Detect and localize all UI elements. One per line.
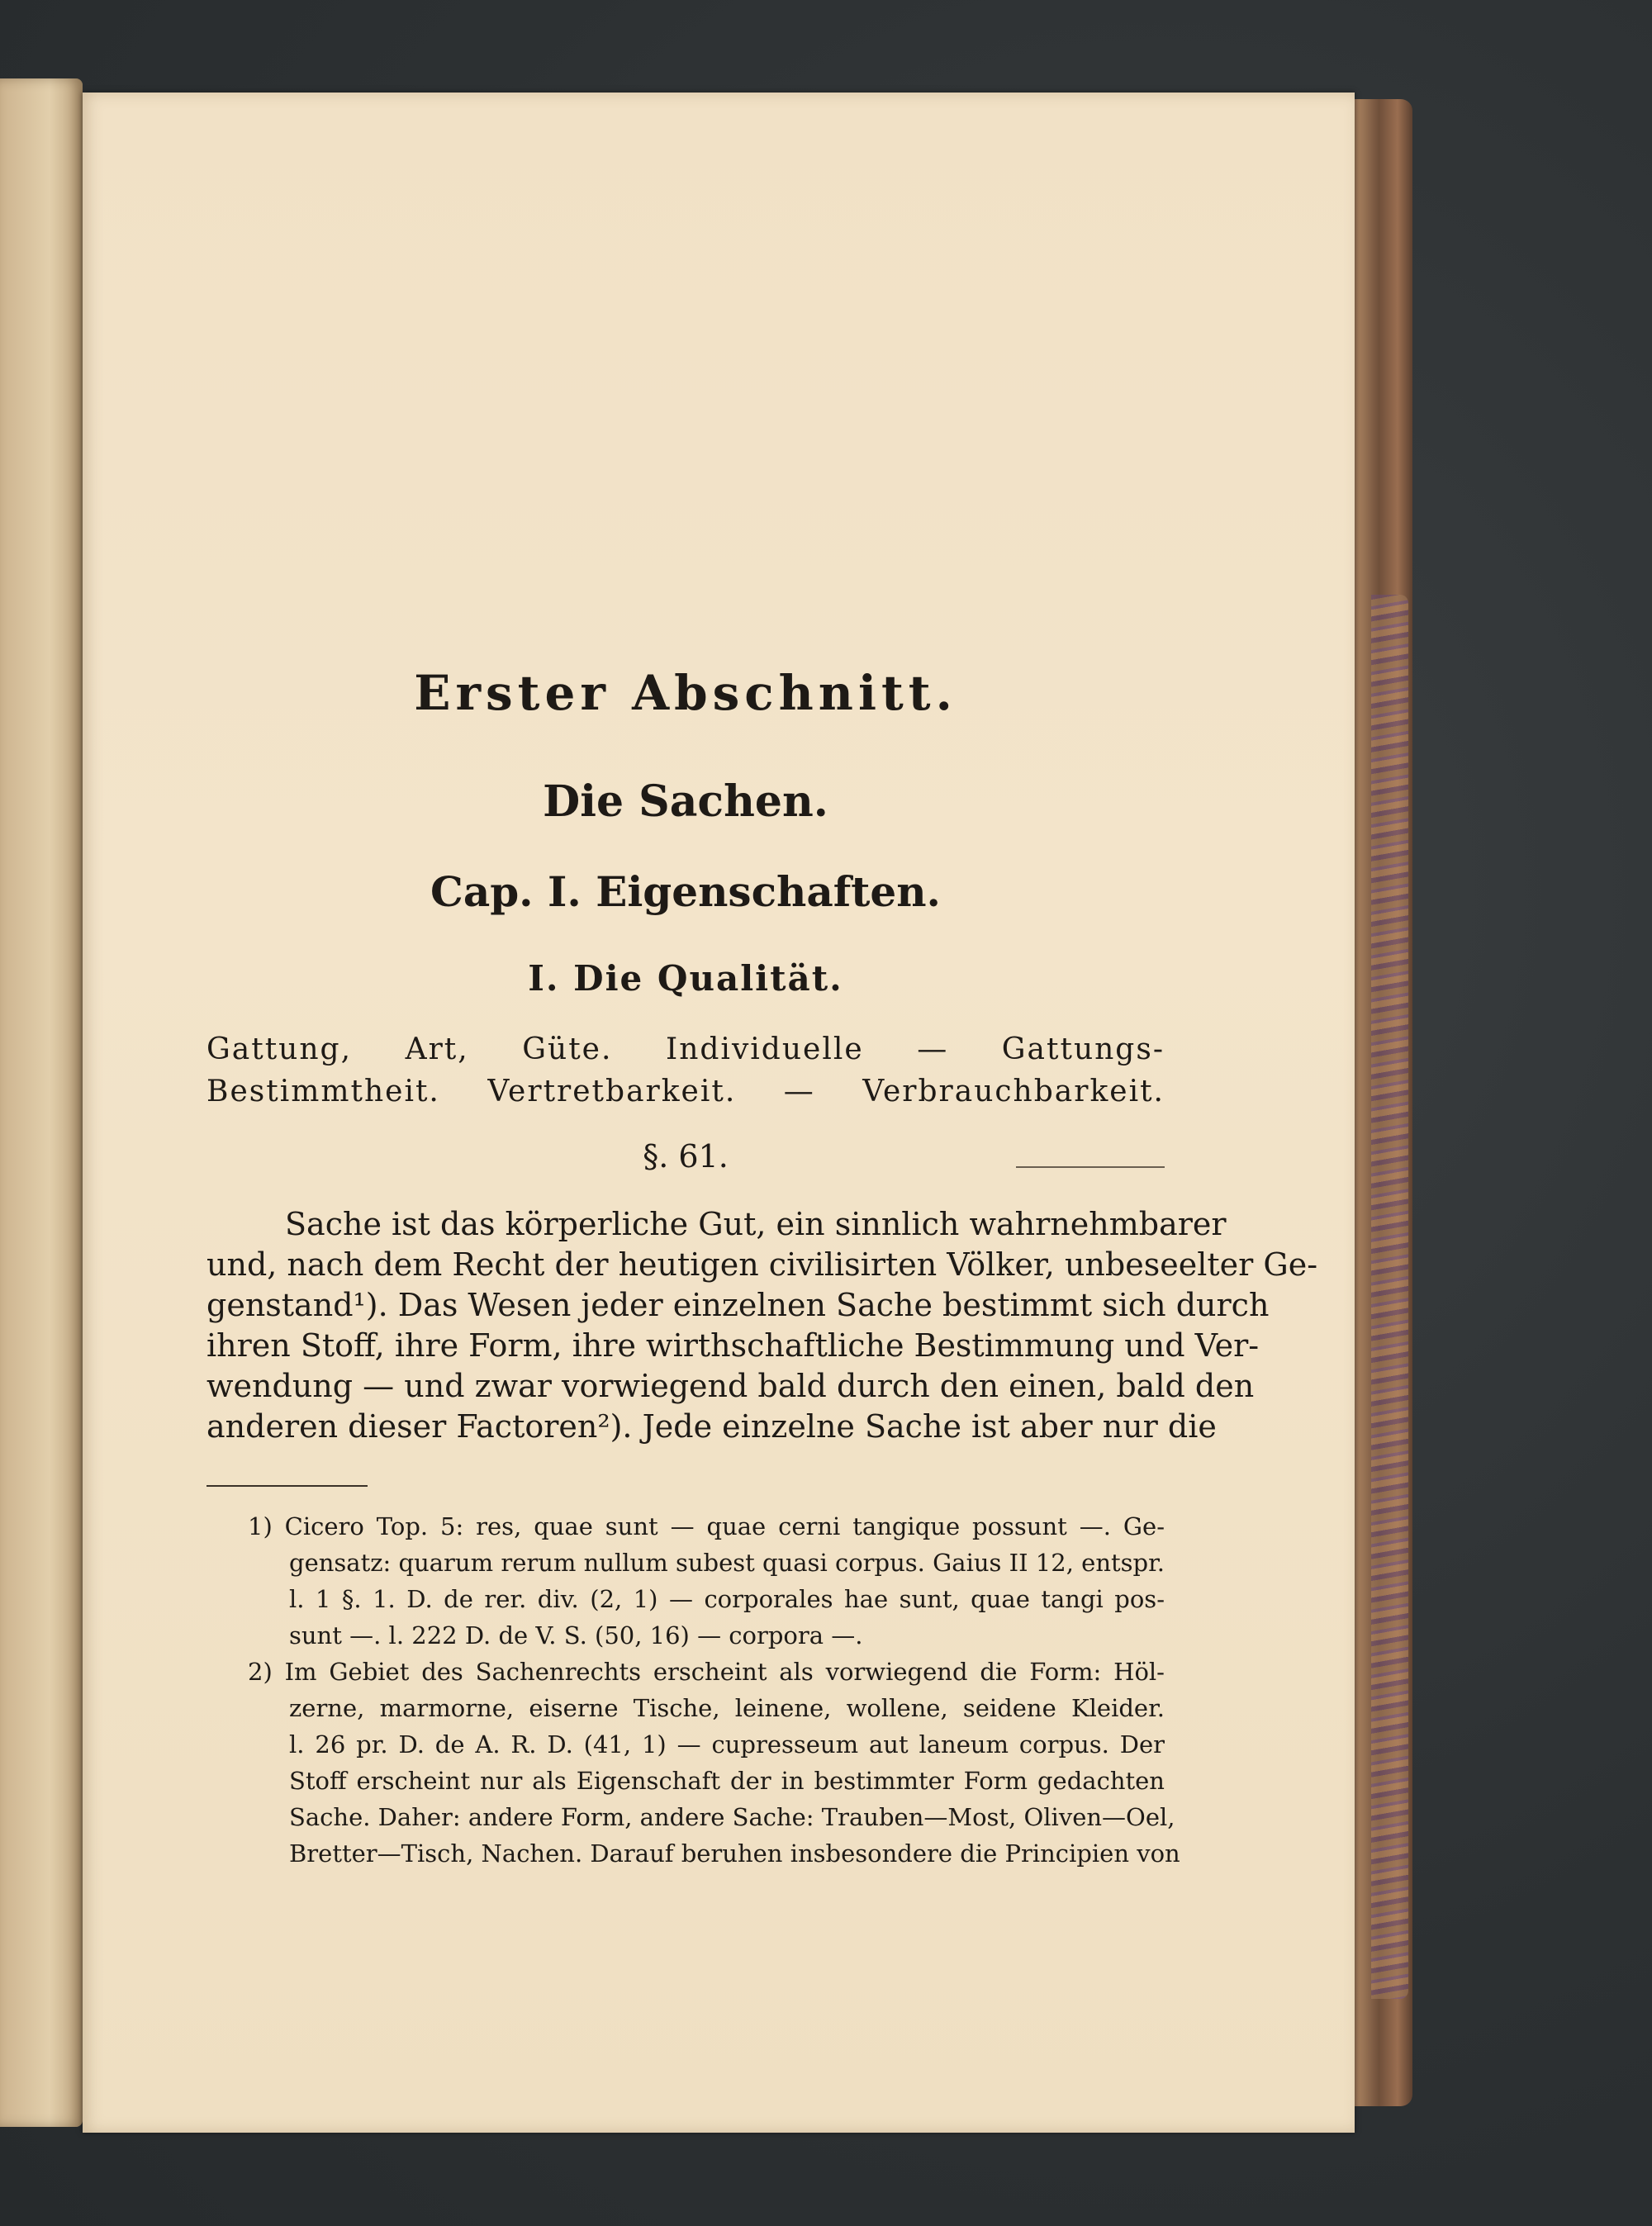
footnote-line: 1) Cicero Top. 5: res, quae sunt — quae cerni tangique possunt —. Ge- [248, 1512, 1165, 1540]
subheading-keywords [206, 1028, 1165, 1113]
body-line: anderen dieser Factoren²). Jede einzelne Sache ist aber nur die [206, 1408, 1217, 1445]
section-heading: Erster Abschnitt. [414, 665, 957, 721]
subheading-line: Gattung, Art, Güte. Individuelle — Gattungs- [206, 1032, 1165, 1066]
body-line: genstand¹). Das Wesen jeder einzelnen Sache bestimmt sich durch [206, 1287, 1270, 1323]
footnote-line: gensatz: quarum rerum nullum subest quasi corpus. Gaius II 12, entspr. [289, 1549, 1165, 1577]
subsection-heading: I. Die Qualität. [528, 958, 843, 999]
footnotes [206, 1508, 1180, 1872]
body-text [206, 1204, 1318, 1447]
paragraph-number: §. 61. [643, 1138, 729, 1175]
left-page-edge [0, 78, 83, 2127]
chapter-heading: Cap. I. Eigenschaften. [430, 867, 941, 916]
footnote-line: zerne, marmorne, eiserne Tische, leinene, wollene, seidene Kleider. [289, 1694, 1165, 1722]
body-line: Sache ist das körperliche Gut, ein sinnlich wahrnehmbarer [285, 1206, 1227, 1242]
paragraph-rule [1016, 1166, 1165, 1168]
body-line: und, nach dem Recht der heutigen civilisirten Völker, unbeseelter Ge- [206, 1246, 1318, 1283]
footnote-line: Sache. Daher: andere Form, andere Sache: Trauben—Most, Oliven—Oel, [289, 1803, 1175, 1831]
footnote-line: sunt —. l. 222 D. de V. S. (50, 16) — corpora —. [289, 1621, 863, 1649]
footnote-line: Stoff erscheint nur als Eigenschaft der in bestimmter Form gedachten [289, 1767, 1165, 1795]
show-through-text [206, 240, 1173, 408]
footnote-line: Bretter—Tisch, Nachen. Darauf beruhen insbesondere die Principien von [289, 1839, 1180, 1868]
footnote-line: l. 26 pr. D. de A. R. D. (41, 1) — cupresseum aut laneum corpus. Der [289, 1730, 1165, 1758]
body-line: wendung — und zwar vorwiegend bald durch den einen, bald den [206, 1368, 1255, 1404]
body-line: ihren Stoff, ihre Form, ihre wirthschaftliche Bestimmung und Ver- [206, 1327, 1260, 1364]
subheading-line: Bestimmtheit. Vertretbarkeit. — Verbrauchbarkeit. [206, 1075, 1165, 1108]
footnote-rule [206, 1485, 368, 1487]
footnote-line: l. 1 §. 1. D. de rer. div. (2, 1) — corporales hae sunt, quae tangi pos- [289, 1585, 1165, 1613]
footnote-line: 2) Im Gebiet des Sachenrechts erscheint als vorwiegend die Form: Höl- [248, 1658, 1165, 1686]
title-heading: Die Sachen. [543, 776, 828, 827]
